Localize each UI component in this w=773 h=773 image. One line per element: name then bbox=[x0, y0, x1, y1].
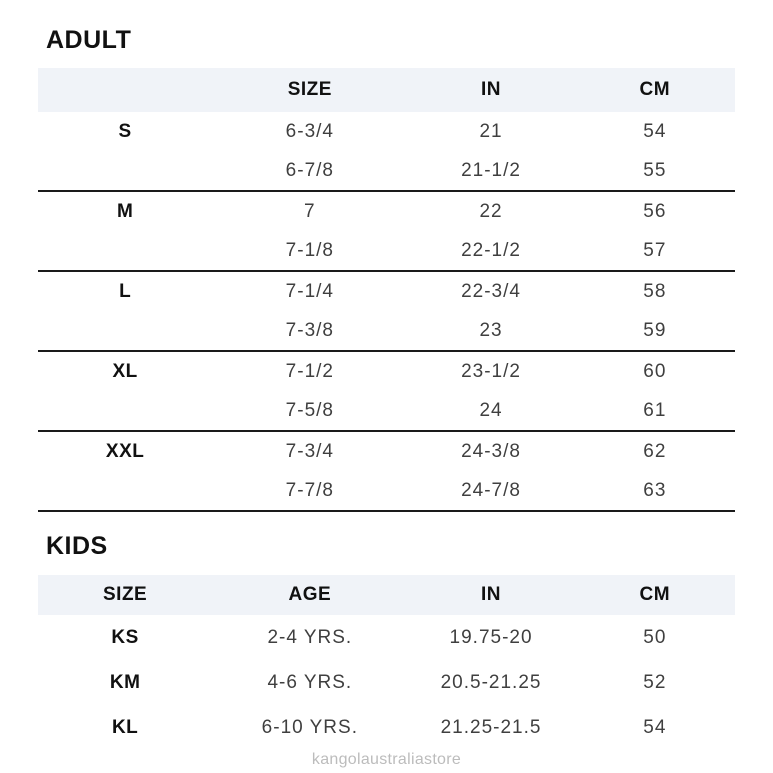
cell-cm: 63 bbox=[575, 471, 735, 511]
row-label: XL bbox=[112, 360, 138, 382]
table-row bbox=[38, 391, 735, 431]
cell-size: 7-1/8 bbox=[212, 231, 407, 271]
watermark: kangolaustraliastore bbox=[311, 751, 462, 768]
cell-in: 24-3/8 bbox=[461, 440, 521, 462]
adult-section bbox=[38, 26, 735, 512]
cell-cm: 61 bbox=[575, 391, 735, 431]
cell-size: 7-1/2 bbox=[285, 360, 334, 382]
cell-cm: 57 bbox=[575, 231, 735, 271]
cell-in: 24-7/8 bbox=[407, 471, 574, 511]
table-row bbox=[38, 660, 735, 705]
table-row bbox=[38, 151, 735, 191]
column-header-age: AGE bbox=[212, 575, 407, 615]
row-label: KS bbox=[111, 626, 139, 648]
row-label bbox=[38, 151, 212, 191]
cell-in: 23-1/2 bbox=[461, 360, 521, 382]
table-row bbox=[38, 705, 735, 750]
table-row bbox=[38, 615, 735, 660]
kids-section bbox=[38, 532, 735, 750]
row-label bbox=[38, 311, 212, 351]
column-header-size: SIZE bbox=[38, 575, 212, 615]
column-header-cm: CM bbox=[575, 68, 735, 112]
row-label: KM bbox=[109, 671, 141, 693]
table-row bbox=[38, 191, 735, 231]
table-row bbox=[38, 112, 735, 151]
cell-cm: 54 bbox=[643, 716, 667, 738]
column-header-blank bbox=[38, 68, 212, 112]
table-row bbox=[38, 471, 735, 511]
cell-in: 22-3/4 bbox=[461, 280, 521, 302]
cell-size: 6-3/4 bbox=[285, 120, 334, 142]
row-label bbox=[38, 471, 212, 511]
cell-size: 7-3/8 bbox=[212, 311, 407, 351]
column-header-size: SIZE bbox=[212, 68, 407, 112]
cell-size: 7-7/8 bbox=[212, 471, 407, 511]
column-header-in: IN bbox=[407, 68, 574, 112]
cell-cm: 56 bbox=[643, 200, 667, 222]
cell-in: 22-1/2 bbox=[407, 231, 574, 271]
adult-section-heading: ADULT bbox=[46, 26, 132, 54]
row-label: XXL bbox=[105, 440, 145, 462]
kids-table-header-row bbox=[38, 575, 735, 615]
table-row bbox=[38, 431, 735, 471]
cell-in: 19.75-20 bbox=[449, 626, 533, 648]
cell-cm: 52 bbox=[643, 671, 667, 693]
cell-age: 4-6 YRS. bbox=[267, 671, 353, 693]
row-label: L bbox=[119, 280, 132, 302]
row-label bbox=[38, 231, 212, 271]
table-row bbox=[38, 271, 735, 311]
row-label: S bbox=[118, 120, 132, 142]
cell-size: 7-3/4 bbox=[285, 440, 334, 462]
row-label bbox=[38, 391, 212, 431]
cell-size: 6-7/8 bbox=[212, 151, 407, 191]
cell-cm: 54 bbox=[643, 120, 667, 142]
cell-in: 24 bbox=[407, 391, 574, 431]
adult-table-header-row bbox=[38, 68, 735, 112]
table-row bbox=[38, 351, 735, 391]
table-row bbox=[38, 231, 735, 271]
cell-cm: 62 bbox=[643, 440, 667, 462]
cell-in: 21.25-21.5 bbox=[440, 716, 542, 738]
cell-cm: 50 bbox=[643, 626, 667, 648]
kids-section-heading: KIDS bbox=[46, 532, 108, 560]
row-label: KL bbox=[111, 716, 139, 738]
table-row bbox=[38, 311, 735, 351]
column-header-in: IN bbox=[407, 575, 574, 615]
cell-cm: 55 bbox=[575, 151, 735, 191]
cell-cm: 60 bbox=[643, 360, 667, 382]
row-label: M bbox=[116, 200, 134, 222]
cell-in: 20.5-21.25 bbox=[440, 671, 542, 693]
cell-size: 7 bbox=[304, 200, 316, 222]
cell-age: 6-10 YRS. bbox=[261, 716, 358, 738]
cell-in: 21 bbox=[479, 120, 503, 142]
adult-size-table bbox=[38, 68, 735, 512]
cell-age: 2-4 YRS. bbox=[267, 626, 353, 648]
cell-in: 23 bbox=[407, 311, 574, 351]
column-header-cm: CM bbox=[575, 575, 735, 615]
kids-size-table bbox=[38, 575, 735, 750]
cell-in: 22 bbox=[479, 200, 503, 222]
cell-in: 21-1/2 bbox=[407, 151, 574, 191]
cell-size: 7-5/8 bbox=[212, 391, 407, 431]
cell-cm: 58 bbox=[643, 280, 667, 302]
cell-size: 7-1/4 bbox=[285, 280, 334, 302]
cell-cm: 59 bbox=[575, 311, 735, 351]
